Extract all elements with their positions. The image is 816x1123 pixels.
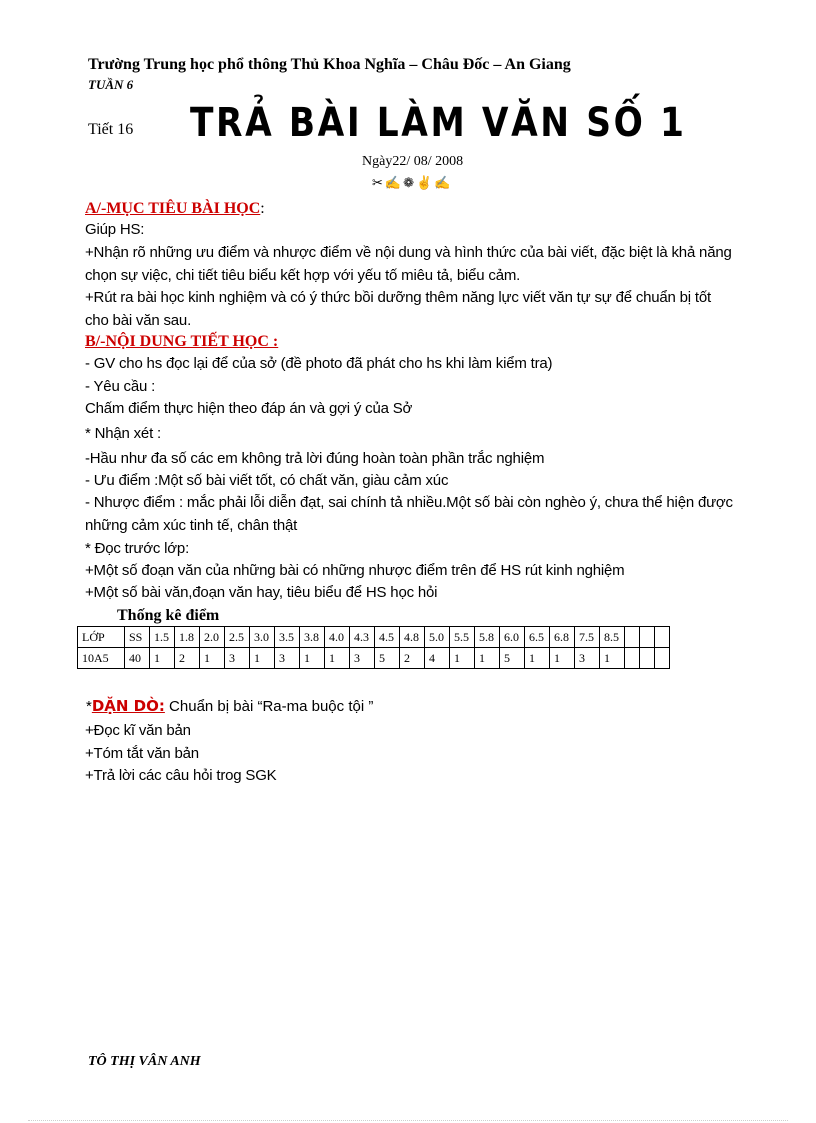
section-b-line: những cảm xúc tinh tế, chân thật (85, 517, 298, 534)
table-cell: 1 (525, 648, 550, 669)
table-cell: 5.8 (475, 627, 500, 648)
table-cell: 1 (450, 648, 475, 669)
table-cell: 8.5 (600, 627, 625, 648)
section-a-title: A/-MỤC TIÊU BÀI HỌC (85, 200, 261, 217)
author-name: TÔ THỊ VÂN ANH (88, 1054, 201, 1069)
table-cell: 5 (375, 648, 400, 669)
table-cell: 6.5 (525, 627, 550, 648)
table-cell: 3 (275, 648, 300, 669)
section-b-line: Chấm điểm thực hiện theo đáp án và gợi ý của Sở (85, 400, 413, 417)
table-cell: 4.3 (350, 627, 375, 648)
lesson-date: Ngày22/ 08/ 2008 (362, 154, 464, 169)
section-c-line: +Đọc kĩ văn bản (85, 722, 191, 739)
section-c-line: +Tóm tắt văn bản (85, 745, 199, 762)
table-cell: 1.8 (175, 627, 200, 648)
section-a-line: cho bài văn sau. (85, 312, 192, 329)
table-cell: SS (125, 627, 150, 648)
table-cell: 3 (575, 648, 600, 669)
table-cell: 1 (300, 648, 325, 669)
table-cell: 2 (175, 648, 200, 669)
table-cell: 3.0 (250, 627, 275, 648)
section-b-heading: B/-NỘI DUNG TIẾT HỌC : (85, 333, 279, 350)
stats-title: Thống kê điểm (117, 607, 220, 624)
table-cell: 5.5 (450, 627, 475, 648)
section-a-line: Giúp HS: (85, 221, 145, 238)
section-b-line: - Ưu điểm :Một số bài viết tốt, có chất văn, giàu cảm xúc (85, 472, 449, 489)
section-a-colon: : (260, 200, 265, 217)
table-cell: 3.8 (300, 627, 325, 648)
score-stats-table (77, 626, 670, 669)
section-b-line: * Đọc trước lớp: (85, 540, 190, 557)
table-cell: 1 (325, 648, 350, 669)
table-cell: 2 (400, 648, 425, 669)
section-b-line: - Nhược điểm : mắc phải lỗi diễn đạt, sai chính tả nhiều.Một số bài còn nghèo ý, chưa thể hiện được (85, 494, 733, 511)
table-cell: 2.5 (225, 627, 250, 648)
section-c-heading (86, 697, 373, 715)
table-cell (640, 627, 655, 648)
section-b-line: -Hầu như đa số các em không trả lời đúng hoàn toàn phần trắc nghiệm (85, 450, 545, 467)
section-b-line: - Yêu cầu : (85, 378, 156, 395)
lesson-number: Tiết 16 (88, 121, 134, 138)
table-cell (655, 648, 670, 669)
section-c-prefix: * (86, 698, 92, 715)
table-cell: 5.0 (425, 627, 450, 648)
table-row (78, 648, 670, 669)
table-cell (625, 648, 640, 669)
section-c-line: +Trả lời các câu hỏi trog SGK (85, 767, 277, 784)
table-cell: 4.0 (325, 627, 350, 648)
table-cell: 6.0 (500, 627, 525, 648)
table-cell: 1 (250, 648, 275, 669)
table-cell: 1 (600, 648, 625, 669)
table-cell: 10A5 (78, 648, 125, 669)
section-a-line: +Rút ra bài học kinh nghiệm và có ý thức bồi dưỡng thêm năng lực viết văn tự sự để chuẩn bị tốt (85, 289, 711, 306)
section-a-line: chọn sự việc, chi tiết tiêu biểu kết hợp với yếu tố miêu tả, biểu cảm. (85, 267, 521, 284)
table-cell: 3 (350, 648, 375, 669)
table-header-row (78, 627, 670, 648)
table-cell: 1 (550, 648, 575, 669)
page-title: TRẢ BÀI LÀM VĂN SỐ 1 (190, 100, 687, 146)
section-b-line: +Một số đoạn văn của những bài có những nhược điểm trên để HS rút kinh nghiệm (85, 562, 625, 579)
section-b-line: - GV cho hs đọc lại để của sở (đề photo đã phát cho hs khi làm kiểm tra) (85, 355, 553, 372)
table-cell: 1 (475, 648, 500, 669)
table-cell: 3.5 (275, 627, 300, 648)
table-cell (640, 648, 655, 669)
table-cell: 4.8 (400, 627, 425, 648)
table-cell (655, 627, 670, 648)
table-cell: 3 (225, 648, 250, 669)
table-cell: 40 (125, 648, 150, 669)
section-a-line: +Nhận rõ những ưu điểm và nhược điểm về nội dung và hình thức của bài viết, đặc biệt là khả năng (85, 244, 732, 261)
section-b-line: +Một số bài văn,đoạn văn hay, tiêu biểu để HS học hỏi (85, 584, 438, 601)
section-c-intro: Chuẩn bị bài “Ra-ma buộc tội ” (164, 698, 374, 715)
table-cell: 4.5 (375, 627, 400, 648)
page-divider (28, 1120, 788, 1121)
section-b-line: * Nhận xét : (85, 425, 161, 442)
table-cell: 4 (425, 648, 450, 669)
table-cell (625, 627, 640, 648)
table-cell: 5 (500, 648, 525, 669)
table-cell: LỚP (78, 627, 125, 648)
table-cell: 1 (150, 648, 175, 669)
table-cell: 2.0 (200, 627, 225, 648)
table-cell: 6.8 (550, 627, 575, 648)
week-label: TUẦN 6 (88, 77, 134, 92)
table-cell: 1 (200, 648, 225, 669)
section-c-label: DẶN DÒ: (91, 697, 165, 715)
table-cell: 7.5 (575, 627, 600, 648)
ornament-icons: ✂✍❁✌✍ (372, 175, 453, 190)
school-name: Trường Trung học phổ thông Thủ Khoa Nghĩa – Châu Đốc – An Giang (88, 56, 571, 73)
section-a-heading (85, 200, 265, 218)
table-cell: 1.5 (150, 627, 175, 648)
